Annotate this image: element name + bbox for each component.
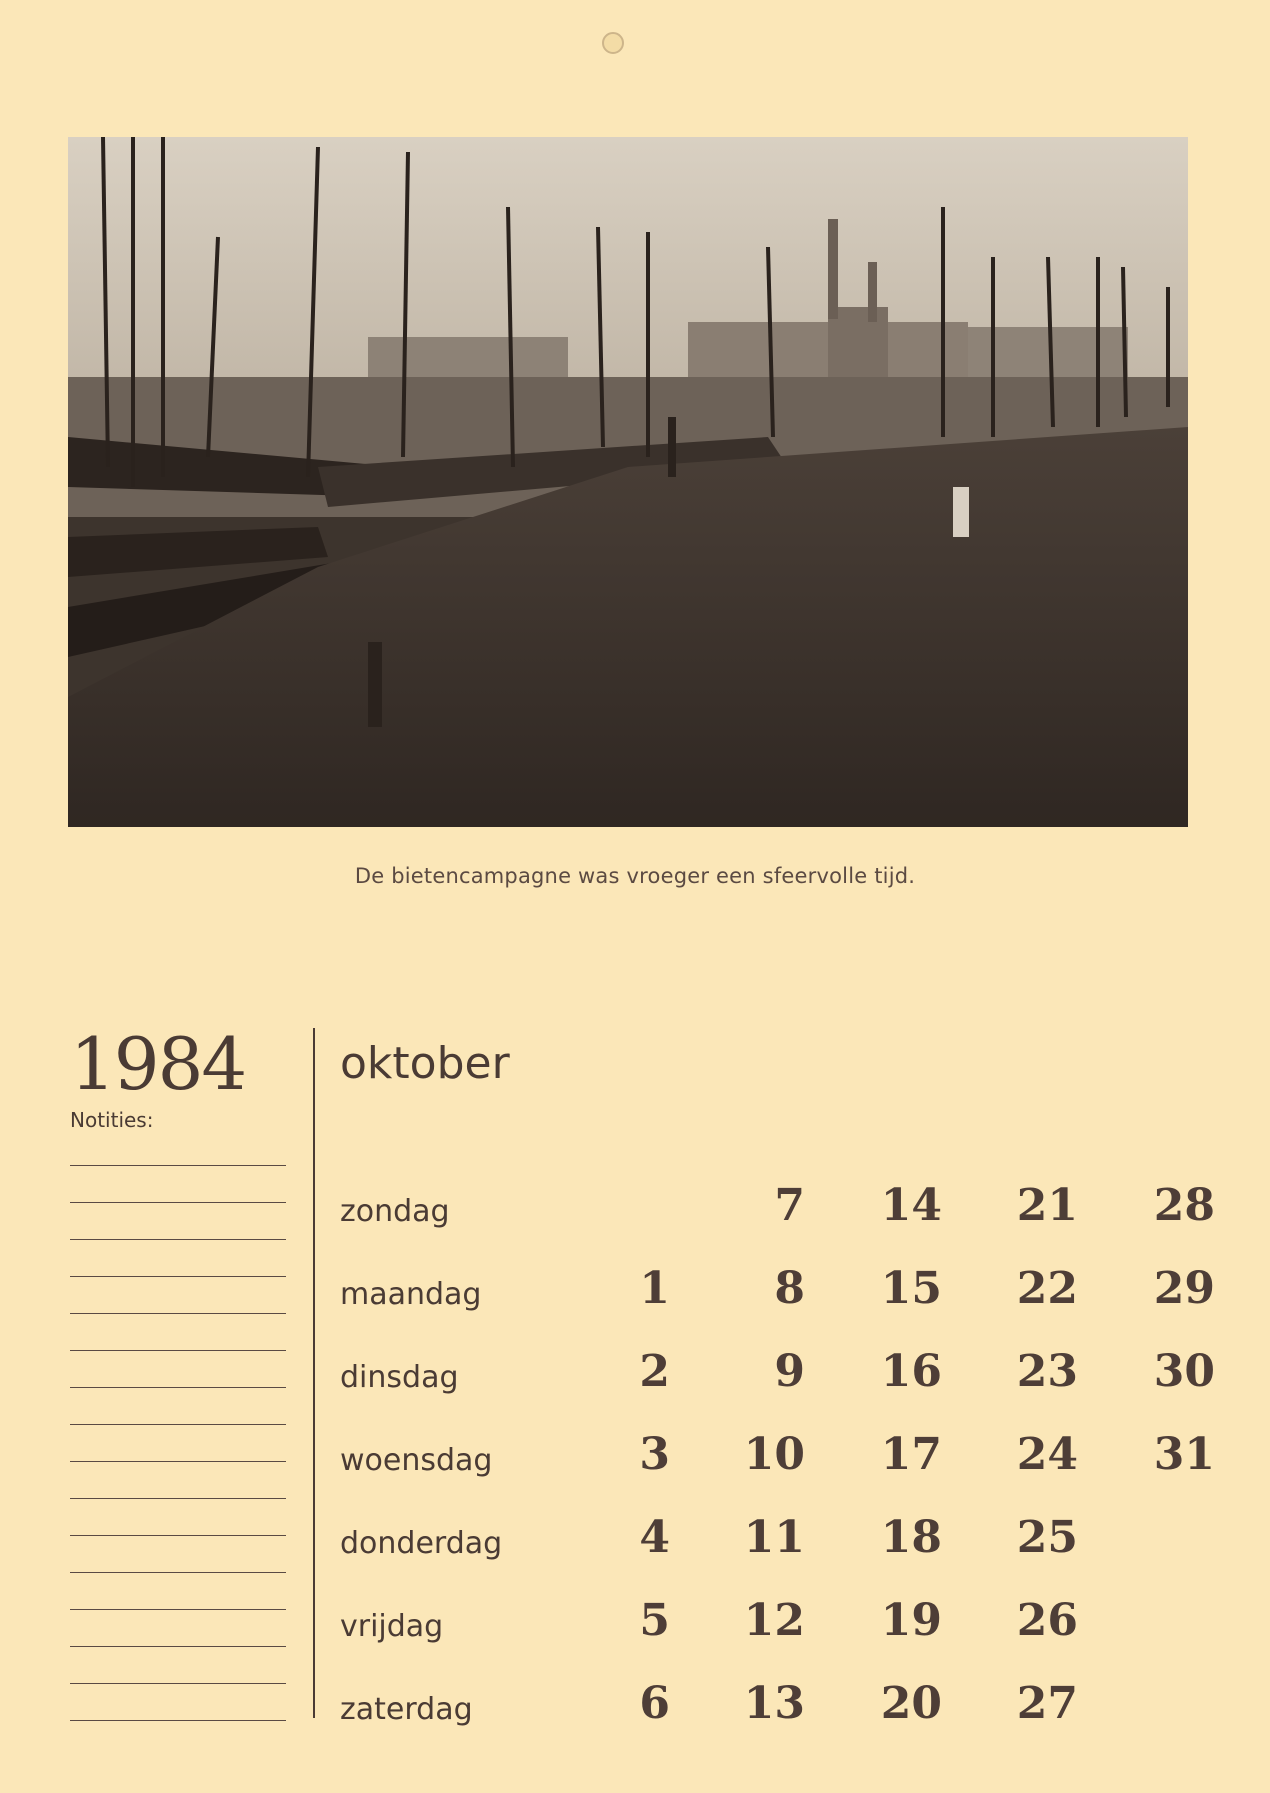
date-number: 14 — [880, 1180, 942, 1231]
note-line — [70, 1572, 286, 1573]
day-name: woensdag — [340, 1443, 493, 1478]
date-number: 3 — [639, 1429, 670, 1480]
date-number: 7 — [774, 1180, 805, 1231]
month-title: oktober — [340, 1038, 510, 1089]
date-number: 5 — [639, 1595, 670, 1646]
day-name: vrijdag — [340, 1609, 444, 1644]
note-line — [70, 1683, 286, 1684]
date-number: 27 — [1016, 1678, 1078, 1729]
date-number: 21 — [1016, 1180, 1078, 1231]
date-number: 22 — [1016, 1263, 1078, 1314]
date-number: 29 — [1153, 1263, 1215, 1314]
date-number: 31 — [1153, 1429, 1215, 1480]
note-line — [70, 1313, 286, 1314]
date-number: 25 — [1016, 1512, 1078, 1563]
day-name: zaterdag — [340, 1692, 473, 1727]
year: 1984 — [70, 1022, 246, 1106]
harbour-photo-icon — [68, 137, 1188, 827]
note-line — [70, 1276, 286, 1277]
day-name: donderdag — [340, 1526, 503, 1561]
date-number: 10 — [743, 1429, 805, 1480]
note-line — [70, 1720, 286, 1721]
date-number: 19 — [880, 1595, 942, 1646]
day-name: maandag — [340, 1277, 482, 1312]
date-number: 9 — [774, 1346, 805, 1397]
note-line — [70, 1646, 286, 1647]
date-number: 20 — [880, 1678, 942, 1729]
note-line — [70, 1202, 286, 1203]
date-number: 1 — [639, 1263, 670, 1314]
day-name: zondag — [340, 1194, 450, 1229]
note-line — [70, 1239, 286, 1240]
harbour-photo — [68, 137, 1188, 827]
note-line — [70, 1609, 286, 1610]
day-name: dinsdag — [340, 1360, 459, 1395]
note-line — [70, 1165, 286, 1166]
divider-line — [313, 1028, 315, 1718]
date-number: 28 — [1153, 1180, 1215, 1231]
date-number: 4 — [639, 1512, 670, 1563]
note-line — [70, 1350, 286, 1351]
date-number: 11 — [743, 1512, 805, 1563]
note-line — [70, 1535, 286, 1536]
date-number: 17 — [880, 1429, 942, 1480]
date-number: 13 — [743, 1678, 805, 1729]
note-line — [70, 1461, 286, 1462]
date-number: 30 — [1153, 1346, 1215, 1397]
note-line — [70, 1387, 286, 1388]
date-number: 15 — [880, 1263, 942, 1314]
date-number: 12 — [743, 1595, 805, 1646]
note-line — [70, 1498, 286, 1499]
date-number: 24 — [1016, 1429, 1078, 1480]
hanger-hole — [602, 32, 624, 54]
note-line — [70, 1424, 286, 1425]
date-number: 16 — [880, 1346, 942, 1397]
date-number: 6 — [639, 1678, 670, 1729]
photo-caption: De bietencampagne was vroeger een sfeervolle tijd. — [354, 864, 916, 888]
date-number: 8 — [774, 1263, 805, 1314]
date-number: 26 — [1016, 1595, 1078, 1646]
notes-label: Notities: — [70, 1108, 154, 1132]
date-number: 23 — [1016, 1346, 1078, 1397]
date-number: 2 — [639, 1346, 670, 1397]
date-number: 18 — [880, 1512, 942, 1563]
